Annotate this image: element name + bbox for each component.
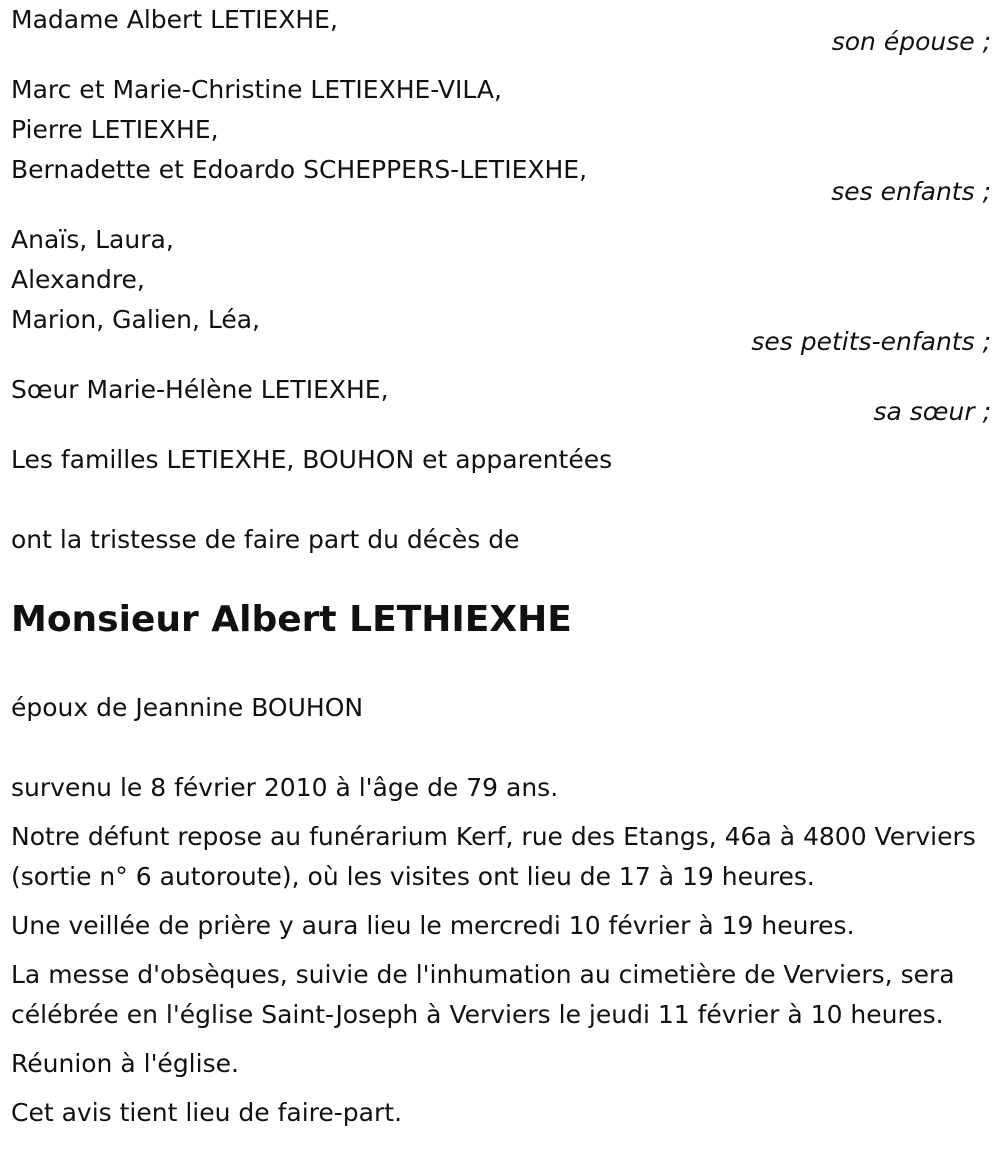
child-line: Pierre LETIEXHE,	[11, 115, 219, 144]
spouse-group	[11, 0, 991, 54]
spouse-of: époux de Jeannine BOUHON	[11, 693, 364, 722]
families-line: Les familles LETIEXHE, BOUHON et apparentées	[11, 445, 613, 474]
child-line: Bernadette et Edoardo SCHEPPERS-LETIEXHE,	[11, 155, 588, 184]
spouse-name: Madame Albert LETIEXHE,	[11, 5, 338, 34]
notice-details: Cet avis tient lieu de faire-part.	[11, 1098, 403, 1127]
meeting-details: Réunion à l'église.	[11, 1049, 239, 1078]
sister-role: sa sœur ;	[873, 397, 991, 426]
death-details: survenu le 8 février 2010 à l'âge de 79 ans.	[11, 773, 559, 802]
grandchildren-group	[11, 220, 991, 354]
child-line: Marc et Marie-Christine LETIEXHE-VILA,	[11, 75, 502, 104]
grandchild-line: Anaïs, Laura,	[11, 225, 174, 254]
deceased-name: Monsieur Albert LETHIEXHE	[11, 599, 572, 640]
children-group	[11, 70, 991, 204]
sister-name: Sœur Marie-Hélène LETIEXHE,	[11, 375, 389, 404]
vigil-details: Une veillée de prière y aura lieu le mercredi 10 février à 19 heures.	[11, 911, 855, 940]
grandchildren-role: ses petits-enfants ;	[751, 327, 991, 356]
grandchild-line: Marion, Galien, Léa,	[11, 305, 260, 334]
grandchild-line: Alexandre,	[11, 265, 145, 294]
mass-details: La messe d'obsèques, suivie de l'inhumation au cimetière de Verviers, sera célébrée en l'église Saint-Joseph à Verviers le jeudi 11 février à 10 heures.	[11, 960, 955, 1029]
spouse-role: son épouse ;	[831, 27, 991, 56]
children-role: ses enfants ;	[831, 177, 991, 206]
sister-group	[11, 370, 991, 424]
rest-details: Notre défunt repose au funérarium Kerf, rue des Etangs, 46a à 4800 Verviers (sortie n° 6 autoroute), où les visites ont lieu de 17 à 19 heures.	[11, 822, 976, 891]
announcement: ont la tristesse de faire part du décès de	[11, 525, 520, 554]
obituary-notice	[11, 0, 991, 1133]
